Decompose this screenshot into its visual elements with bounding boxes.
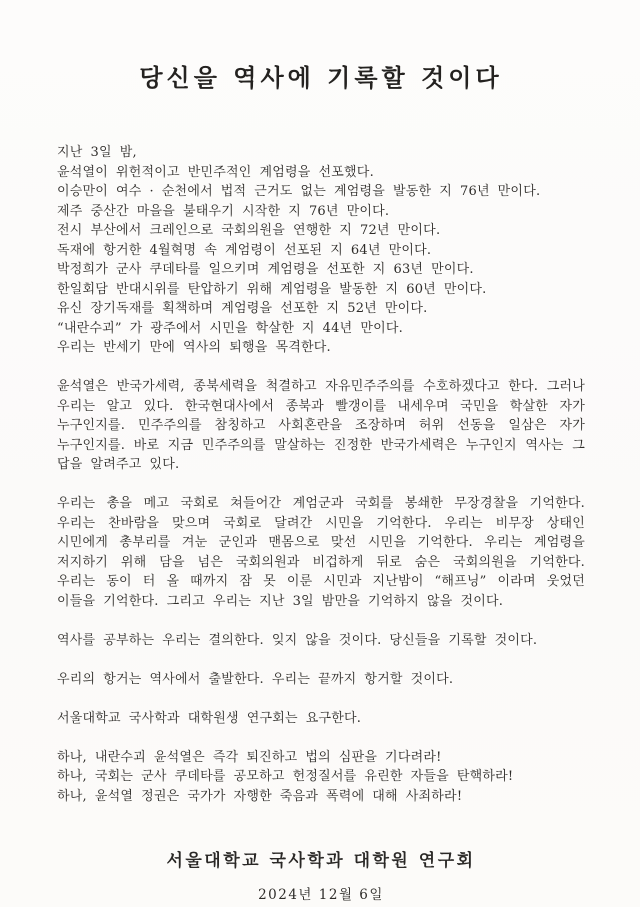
text-line: 이승만이 여수 · 순천에서 법적 근거도 없는 계엄령을 발동한 지 76년 만이다. [57, 184, 541, 199]
paragraph: 우리의 항거는 역사에서 출발한다. 우리는 끝까지 항거할 것이다. [57, 671, 454, 687]
text-line: 제주 중산간 마을을 불태우기 시작한 지 76년 만이다. [57, 203, 390, 219]
text-line: 전시 부산에서 크레인으로 국회의원을 연행한 지 72년 만이다. [57, 223, 441, 238]
text-line: 지난 3일 밤, [57, 145, 137, 160]
paragraph: 윤석열은 반국가세력, 종북세력을 척결하고 자유민주주의를 수호하겠다고 한다. 그러나 우리는 알고 있다. 한국현대사에서 종북과 빨갱이를 내세우며 국민을 학살한 자가 누구인지를. 민주주의를 참칭하고 사회혼란을 조장하며 허위 선동을 일삼은 자가 누구인지를. 바로 지금 민주주의를 말살하는 진정한 반국가세력은 누구인지 역사는 그 답을 알려주고 있다. [57, 379, 585, 472]
document-body [57, 143, 585, 806]
paragraph [57, 748, 585, 807]
text-line: 하나, 윤석열 정권은 국가가 자행한 죽음과 폭력에 대해 사죄하라! [57, 788, 463, 804]
text-line: 우리는 반세기 만에 역사의 퇴행을 목격한다. [57, 340, 331, 355]
paragraph: 역사를 공부하는 우리는 결의한다. 잊지 않을 것이다. 당신들을 기록할 것이다. [57, 632, 538, 648]
text-line: 유신 장기독재를 획책하며 계엄령을 선포한 지 52년 만이다. [57, 301, 428, 316]
text-line: “내란수괴” 가 광주에서 시민을 학살한 지 44년 만이다. [57, 320, 403, 336]
text-line: 독재에 항거한 4월혁명 속 계엄령이 선포된 지 64년 만이다. [57, 242, 432, 258]
paragraph: 우리는 총을 메고 국회로 쳐들어간 계엄군과 국회를 봉쇄한 무장경찰을 기억한다. 우리는 찬바람을 맞으며 국회로 달려간 시민을 기억한다. 우리는 비무장 상태인 시민에게 총부리를 겨눈 군인과 맨몸으로 맞선 시민을 기억한다. 우리는 계엄령을 저지하기 위해 담을 넘은 국회의원과 비겁하게 뒤로 숨은 국회의원을 기억한다. 우리는 동이 터 올 때까지 잠 못 이룬 시민과 지난밤이 “해프닝” 이라며 웃었던 이들을 기억한다. 그리고 우리는 지난 3일 밤만을 기억하지 않을 것이다. [57, 496, 585, 609]
signature: 서울대학교 국사학과 대학원 연구회 [166, 851, 476, 871]
paragraph [57, 143, 585, 358]
text-line: 하나, 내란수괴 윤석열은 즉각 퇴진하고 법의 심판을 기다려라! [57, 749, 442, 765]
text-line: 윤석열이 위헌적이고 반민주적인 계엄령을 선포했다. [57, 164, 374, 180]
paragraph: 서울대학교 국사학과 대학원생 연구회는 요구한다. [57, 710, 362, 726]
text-line: 박정희가 군사 쿠데타를 일으키며 계엄령을 선포한 지 63년 만이다. [57, 262, 474, 277]
text-line: 하나, 국회는 군사 쿠데타를 공모하고 헌정질서를 유린한 자들을 탄핵하라! [57, 769, 514, 784]
date: 2024년 12월 6일 [258, 887, 384, 903]
text-line: 한일회담 반대시위를 탄압하기 위해 계엄령을 발동한 지 60년 만이다. [57, 281, 487, 297]
document-title: 당신을 역사에 기록할 것이다 [139, 63, 503, 92]
